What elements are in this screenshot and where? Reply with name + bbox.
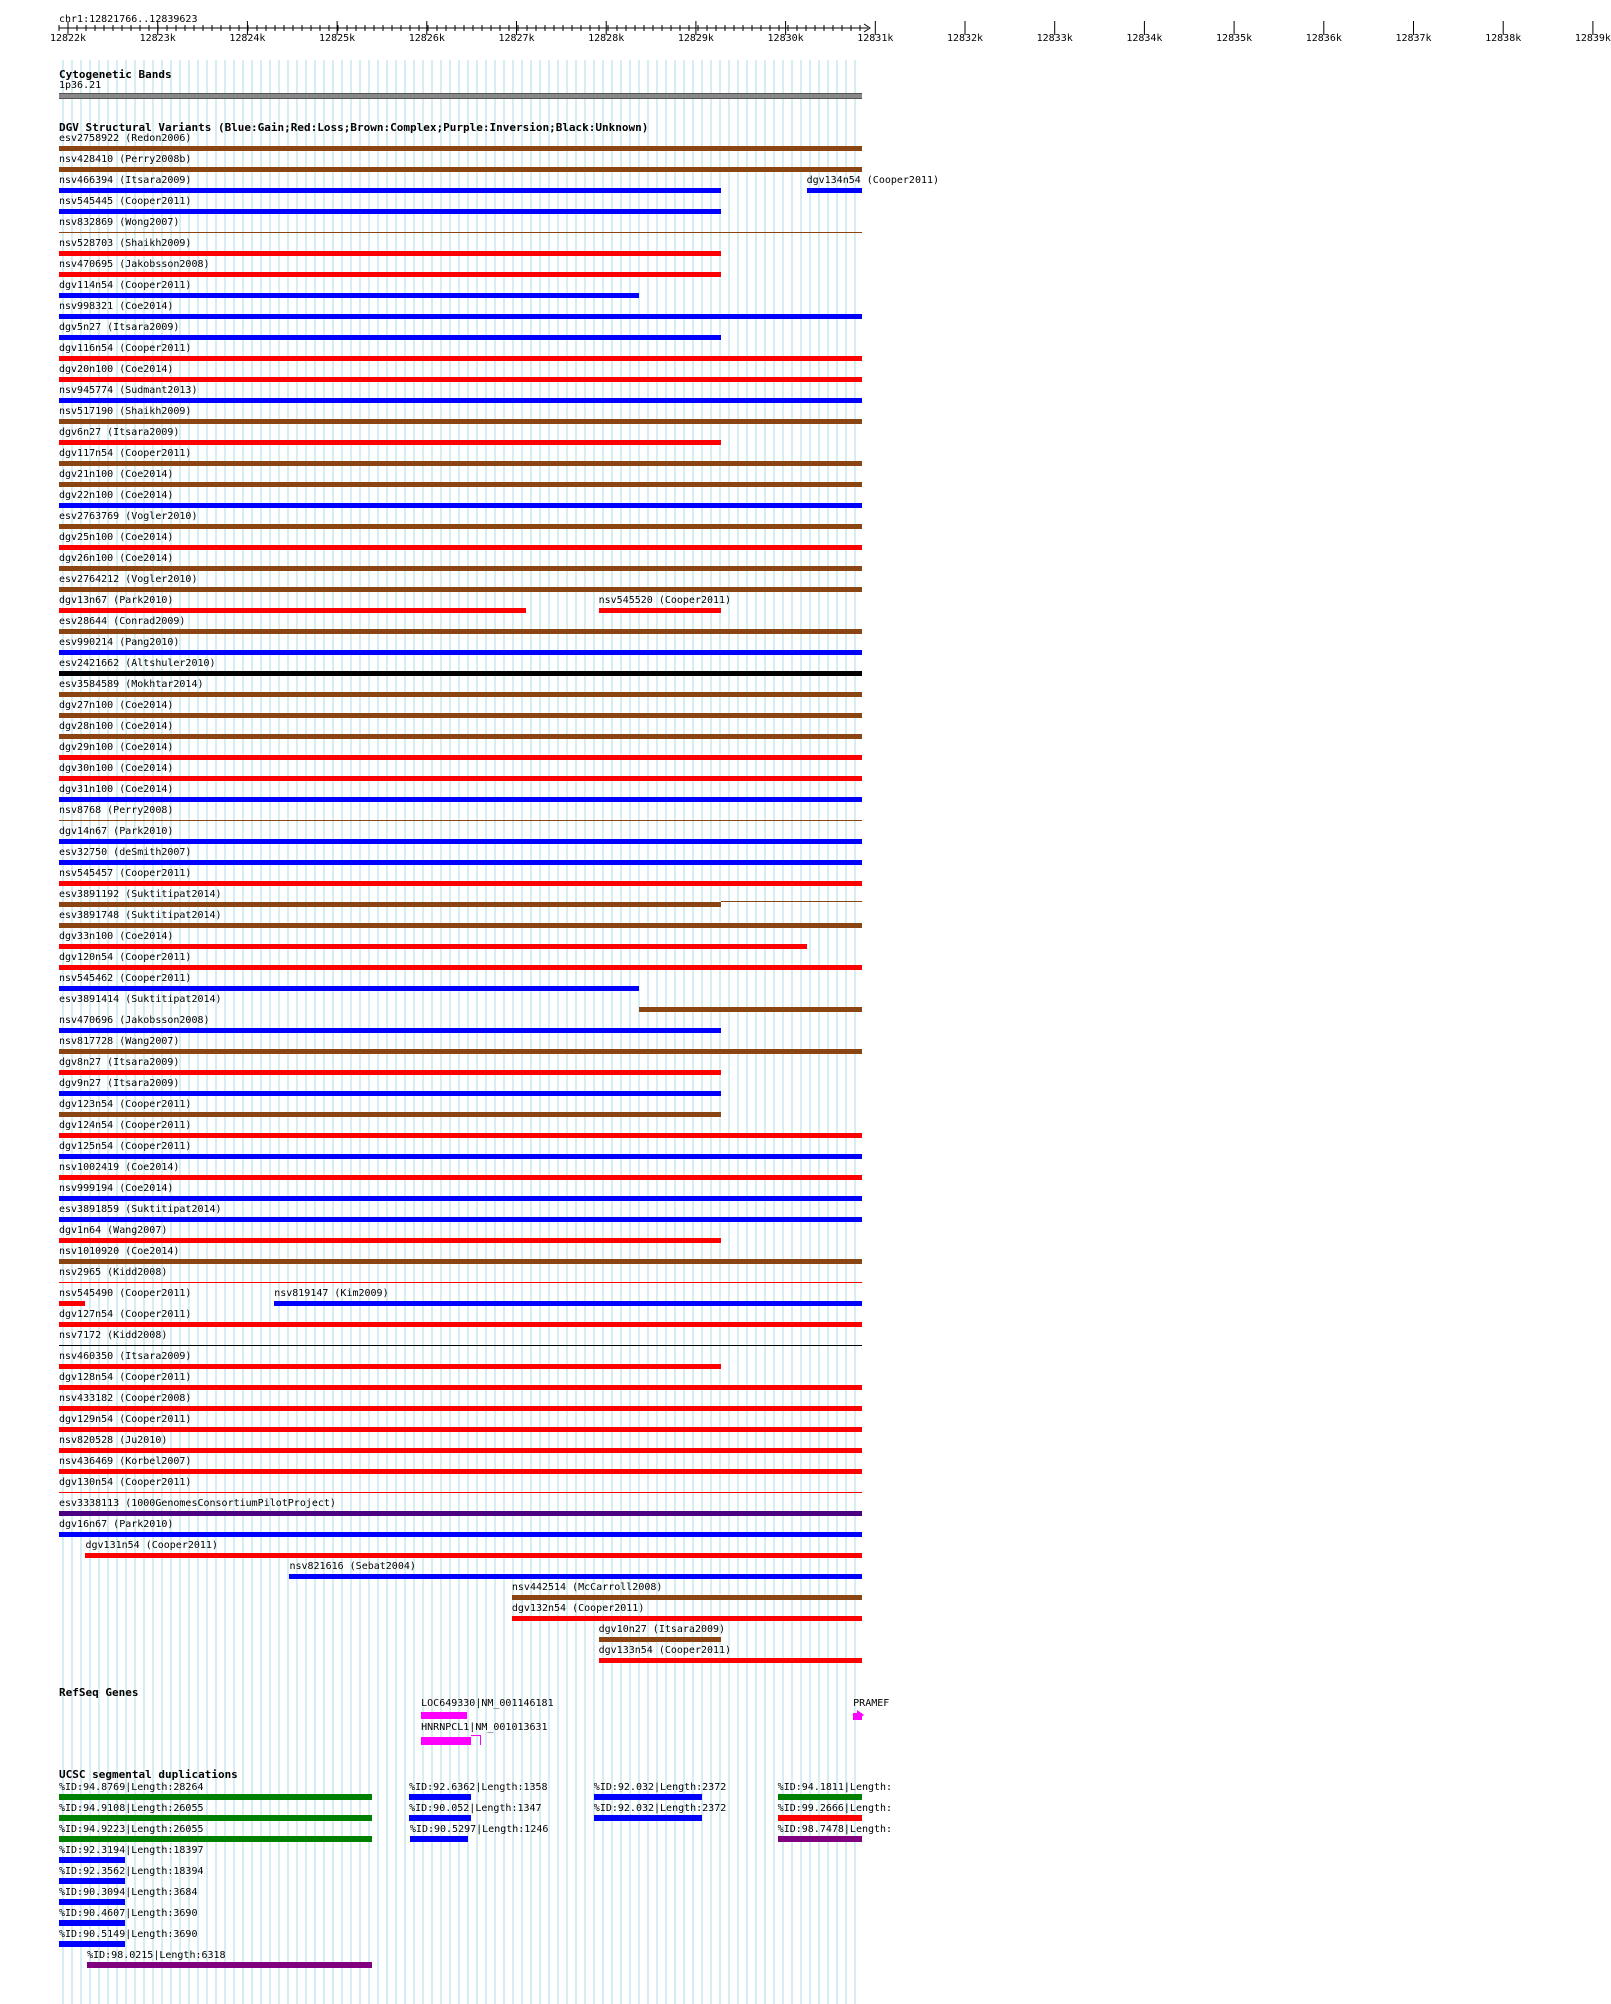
refseq-gene-bar[interactable]: [421, 1712, 467, 1719]
dgv-variant-label: dgv5n27 (Itsara2009): [59, 322, 180, 333]
dgv-variant-bar[interactable]: [59, 482, 862, 487]
dgv-variant-label: nsv2965 (Kidd2008): [59, 1267, 168, 1278]
segdup-label: %ID:90.5149|Length:3690: [59, 1929, 198, 1940]
ruler-tick-label: 12834k: [1126, 33, 1163, 44]
dgv-variant-bar[interactable]: [59, 566, 862, 571]
ruler-tick-label: 12833k: [1036, 33, 1073, 44]
dgv-variant-bar[interactable]: [59, 1364, 721, 1369]
dgv-variant-bar[interactable]: [59, 587, 862, 592]
dgv-variant-bar[interactable]: [59, 734, 862, 739]
dgv-variant-label: dgv8n27 (Itsara2009): [59, 1057, 180, 1068]
dgv-variant-label: dgv33n100 (Coe2014): [59, 931, 174, 942]
ruler-tick-label: 12831k: [857, 33, 894, 44]
dgv-variant-bar[interactable]: [59, 377, 862, 382]
dgv-variant-label: dgv16n67 (Park2010): [59, 1519, 174, 1530]
dgv-variant-label: dgv128n54 (Cooper2011): [59, 1372, 192, 1383]
ruler-tick-label: 12822k: [49, 33, 87, 44]
dgv-variant-label: dgv1n64 (Wang2007): [59, 1225, 168, 1236]
refseq-gene-bar[interactable]: [421, 1737, 471, 1745]
dgv-variant-bar[interactable]: [59, 1028, 721, 1033]
dgv-variant-label: esv28644 (Conrad2009): [59, 616, 186, 627]
segdup-bar[interactable]: [778, 1794, 862, 1800]
dgv-variant-bar[interactable]: [59, 1532, 862, 1537]
dgv-variant-bar[interactable]: [59, 209, 721, 214]
segdup-bar[interactable]: [59, 1857, 125, 1863]
dgv-variant-bar[interactable]: [512, 1595, 862, 1600]
dgv-variant-bar[interactable]: [59, 503, 862, 508]
dgv-variant-bar[interactable]: [274, 1301, 862, 1306]
dgv-variant-label: dgv20n100 (Coe2014): [59, 364, 174, 375]
dgv-variant-label: nsv817728 (Wang2007): [59, 1036, 180, 1047]
dgv-variant-label: dgv25n100 (Coe2014): [59, 532, 174, 543]
dgv-variant-bar[interactable]: [59, 1301, 85, 1306]
dgv-variant-bar[interactable]: [512, 1616, 862, 1621]
segdup-label: %ID:98.7478|Length:: [777, 1824, 893, 1835]
dgv-variant-bar[interactable]: [59, 356, 862, 361]
dgv-variant-label: nsv819147 (Kim2009): [274, 1288, 389, 1299]
dgv-variant-label: dgv116n54 (Cooper2011): [59, 343, 192, 354]
dgv-variant-label: nsv545462 (Cooper2011): [59, 973, 192, 984]
dgv-variant-label: dgv127n54 (Cooper2011): [59, 1309, 192, 1320]
segdup-bar[interactable]: [594, 1794, 702, 1800]
segdup-bar[interactable]: [594, 1815, 702, 1821]
dgv-variant-label: dgv6n27 (Itsara2009): [59, 427, 180, 438]
dgv-variant-bar[interactable]: [59, 1469, 862, 1474]
dgv-variant-label: nsv436469 (Korbel2007): [59, 1456, 192, 1467]
dgv-variant-label: dgv28n100 (Coe2014): [59, 721, 174, 732]
dgv-variant-label: esv2764212 (Vogler2010): [59, 574, 198, 585]
segdup-bar[interactable]: [778, 1836, 862, 1842]
dgv-variant-label: dgv124n54 (Cooper2011): [59, 1120, 192, 1131]
dgv-variant-bar[interactable]: [59, 1259, 862, 1264]
dgv-variant-bar[interactable]: [59, 524, 862, 529]
dgv-variant-bar[interactable]: [59, 251, 721, 256]
dgv-variant-label: dgv9n27 (Itsara2009): [59, 1078, 180, 1089]
dgv-variant-bar[interactable]: [59, 1196, 862, 1201]
dgv-variant-bar[interactable]: [599, 608, 721, 613]
dgv-variant-label: dgv27n100 (Coe2014): [59, 700, 174, 711]
dgv-variant-label: nsv545520 (Cooper2011): [598, 595, 732, 606]
dgv-variant-label: nsv528703 (Shaikh2009): [59, 238, 192, 249]
dgv-variant-bar[interactable]: [59, 1511, 862, 1516]
segdup-bar[interactable]: [59, 1815, 372, 1821]
dgv-variant-label: esv990214 (Pang2010): [59, 637, 180, 648]
dgv-variant-bar[interactable]: [59, 232, 862, 233]
dgv-variant-label: nsv8768 (Perry2008): [59, 805, 174, 816]
ruler-tick-label: 12836k: [1305, 33, 1342, 44]
dgv-variant-bar[interactable]: [59, 1492, 862, 1493]
segdup-label: %ID:92.6362|Length:1358: [409, 1782, 548, 1793]
segdup-bar[interactable]: [410, 1836, 468, 1842]
dgv-variant-bar[interactable]: [59, 1322, 862, 1327]
dgv-track-title: DGV Structural Variants (Blue:Gain;Red:Loss;Brown:Complex;Purple:Inversion;Black:Unknown): [59, 121, 649, 134]
segdup-bar[interactable]: [87, 1962, 372, 1968]
dgv-variant-bar[interactable]: [59, 986, 639, 991]
ruler-overlay: [0, 0, 890, 60]
segdup-label: %ID:90.4607|Length:3690: [59, 1908, 198, 1919]
dgv-variant-bar[interactable]: [59, 820, 862, 821]
dgv-variant-label: dgv14n67 (Park2010): [59, 826, 174, 837]
dgv-variant-bar[interactable]: [59, 419, 862, 424]
dgv-variant-bar[interactable]: [59, 1112, 721, 1117]
dgv-variant-label: esv3584589 (Mokhtar2014): [59, 679, 204, 690]
dgv-variant-label: nsv1010920 (Coe2014): [59, 1246, 180, 1257]
dgv-variant-label: nsv433182 (Cooper2008): [59, 1393, 192, 1404]
segdup-label: %ID:94.1811|Length:: [777, 1782, 893, 1793]
segdup-bar[interactable]: [59, 1836, 372, 1842]
dgv-variant-label: nsv428410 (Perry2008b): [59, 154, 192, 165]
dgv-variant-label: esv2763769 (Vogler2010): [59, 511, 198, 522]
dgv-variant-label: dgv120n54 (Cooper2011): [59, 952, 192, 963]
segdup-bar[interactable]: [59, 1941, 125, 1947]
dgv-variant-bar[interactable]: [807, 188, 862, 193]
dgv-variant-extension[interactable]: [721, 901, 862, 902]
dgv-variant-bar[interactable]: [289, 1574, 862, 1579]
dgv-variant-bar[interactable]: [59, 650, 862, 655]
dgv-variant-bar[interactable]: [59, 461, 862, 466]
dgv-variant-bar[interactable]: [59, 1427, 862, 1432]
dgv-variant-label: esv2421662 (Altshuler2010): [59, 658, 216, 669]
dgv-variant-label: nsv1002419 (Coe2014): [59, 1162, 180, 1173]
dgv-variant-bar[interactable]: [59, 1238, 721, 1243]
dgv-variant-bar[interactable]: [59, 692, 862, 697]
ruler-tick-label: 12839k: [1574, 33, 1611, 44]
dgv-variant-bar[interactable]: [59, 167, 862, 172]
segdup-track-title: UCSC segmental duplications: [59, 1768, 238, 1781]
dgv-variant-bar[interactable]: [59, 965, 862, 970]
segdup-label: %ID:99.2666|Length:: [777, 1803, 893, 1814]
segdup-label: %ID:94.8769|Length:28264: [59, 1782, 204, 1793]
dgv-variant-label: dgv21n100 (Coe2014): [59, 469, 174, 480]
dgv-variant-label: dgv123n54 (Cooper2011): [59, 1099, 192, 1110]
dgv-variant-label: dgv131n54 (Cooper2011): [85, 1540, 218, 1551]
dgv-variant-bar[interactable]: [59, 608, 526, 613]
dgv-variant-bar[interactable]: [59, 755, 862, 760]
dgv-variant-bar[interactable]: [599, 1658, 862, 1663]
ruler-tick-label: 12826k: [408, 33, 445, 44]
dgv-variant-label: dgv22n100 (Coe2014): [59, 490, 174, 501]
segdup-label: %ID:94.9108|Length:26055: [59, 1803, 204, 1814]
dgv-variant-label: esv3338113 (1000GenomesConsortiumPilotProject): [59, 1498, 336, 1509]
gene-strand-icon: [471, 1735, 481, 1745]
segdup-bar[interactable]: [59, 1920, 125, 1926]
ruler-tick-label: 12825k: [319, 33, 356, 44]
dgv-variant-bar[interactable]: [59, 1448, 862, 1453]
segdup-label: %ID:92.032|Length:2372: [593, 1782, 727, 1793]
dgv-variant-label: dgv117n54 (Cooper2011): [59, 448, 192, 459]
ruler-tick-label: 12837k: [1395, 33, 1432, 44]
dgv-variant-label: nsv545490 (Cooper2011): [59, 1288, 192, 1299]
dgv-variant-bar[interactable]: [59, 902, 721, 907]
dgv-variant-bar[interactable]: [599, 1637, 721, 1642]
dgv-variant-bar[interactable]: [85, 1553, 862, 1558]
cytoband-label: 1p36.21: [59, 80, 102, 91]
ruler-tick-label: 12828k: [588, 33, 625, 44]
dgv-variant-bar[interactable]: [59, 671, 862, 676]
ruler-tick-label: 12827k: [498, 33, 535, 44]
dgv-variant-bar[interactable]: [59, 146, 862, 151]
dgv-variant-label: esv3891748 (Suktitipat2014): [59, 910, 222, 921]
dgv-variant-bar[interactable]: [59, 314, 862, 319]
dgv-variant-bar[interactable]: [59, 1133, 862, 1138]
dgv-variant-bar[interactable]: [59, 272, 721, 277]
dgv-variant-bar[interactable]: [59, 398, 862, 403]
dgv-variant-label: nsv945774 (Sudmant2013): [59, 385, 198, 396]
segdup-label: %ID:92.3194|Length:18397: [59, 1845, 204, 1856]
dgv-variant-bar[interactable]: [59, 1406, 862, 1411]
dgv-variant-label: esv2758922 (Redon2006): [59, 133, 192, 144]
dgv-variant-label: dgv133n54 (Cooper2011): [598, 1645, 732, 1656]
dgv-variant-bar[interactable]: [59, 545, 862, 550]
dgv-variant-label: dgv129n54 (Cooper2011): [59, 1414, 192, 1425]
dgv-variant-label: dgv30n100 (Coe2014): [59, 763, 174, 774]
dgv-variant-bar[interactable]: [59, 776, 862, 781]
dgv-variant-label: dgv26n100 (Coe2014): [59, 553, 174, 564]
dgv-variant-bar[interactable]: [59, 1217, 862, 1222]
dgv-variant-label: dgv10n27 (Itsara2009): [598, 1624, 726, 1635]
dgv-variant-label: dgv132n54 (Cooper2011): [511, 1603, 645, 1614]
segdup-bar[interactable]: [59, 1794, 372, 1800]
dgv-variant-label: nsv460350 (Itsara2009): [59, 1351, 192, 1362]
segdup-label: %ID:92.3562|Length:18394: [59, 1866, 204, 1877]
dgv-variant-bar[interactable]: [59, 839, 862, 844]
dgv-variant-label: esv3891859 (Suktitipat2014): [59, 1204, 222, 1215]
segdup-label: %ID:94.9223|Length:26055: [59, 1824, 204, 1835]
ruler-tick-label: 12835k: [1216, 33, 1253, 44]
dgv-variant-bar[interactable]: [59, 335, 721, 340]
segdup-label: %ID:90.3094|Length:3684: [59, 1887, 198, 1898]
dgv-variant-label: nsv466394 (Itsara2009): [59, 175, 192, 186]
dgv-variant-bar[interactable]: [59, 1070, 721, 1075]
dgv-variant-label: dgv130n54 (Cooper2011): [59, 1477, 192, 1488]
segdup-bar[interactable]: [778, 1815, 862, 1821]
dgv-variant-label: dgv29n100 (Coe2014): [59, 742, 174, 753]
cytogenetic-track-title: Cytogenetic Bands: [59, 68, 172, 81]
dgv-variant-bar[interactable]: [639, 1007, 862, 1012]
dgv-variant-bar[interactable]: [59, 923, 862, 928]
dgv-variant-bar[interactable]: [59, 188, 721, 193]
dgv-variant-bar[interactable]: [59, 1282, 862, 1283]
ruler-tick-label: 12824k: [229, 33, 266, 44]
dgv-variant-label: esv3891414 (Suktitipat2014): [59, 994, 222, 1005]
dgv-variant-bar[interactable]: [59, 713, 862, 718]
segdup-bar[interactable]: [59, 1878, 125, 1884]
gene-arrow-icon: [857, 1710, 864, 1720]
dgv-variant-label: dgv13n67 (Park2010): [59, 595, 174, 606]
dgv-variant-bar[interactable]: [59, 1345, 862, 1346]
ruler-tick-label: 12830k: [767, 33, 804, 44]
segdup-label: %ID:90.052|Length:1347: [409, 1803, 542, 1814]
dgv-variant-label: nsv545445 (Cooper2011): [59, 196, 192, 207]
dgv-variant-bar[interactable]: [59, 797, 862, 802]
ruler-tick-label: 12823k: [139, 33, 176, 44]
dgv-variant-bar[interactable]: [59, 860, 862, 865]
refseq-gene-label: LOC649330|NM_001146181: [421, 1698, 554, 1709]
dgv-variant-label: nsv999194 (Coe2014): [59, 1183, 174, 1194]
segdup-label: %ID:92.032|Length:2372: [593, 1803, 727, 1814]
segdup-bar[interactable]: [409, 1815, 471, 1821]
dgv-variant-label: esv3891192 (Suktitipat2014): [59, 889, 222, 900]
dgv-variant-label: dgv134n54 (Cooper2011): [806, 175, 940, 186]
dgv-variant-label: nsv998321 (Coe2014): [59, 301, 174, 312]
dgv-variant-label: nsv820528 (Ju2010): [59, 1435, 168, 1446]
segdup-label: %ID:98.0215|Length:6318: [87, 1950, 226, 1961]
dgv-variant-label: nsv821616 (Sebat2004): [289, 1561, 416, 1572]
refseq-track-title: RefSeq Genes: [59, 1686, 139, 1699]
dgv-variant-bar[interactable]: [59, 881, 862, 886]
dgv-variant-label: nsv470695 (Jakobsson2008): [59, 259, 210, 270]
segdup-label: %ID:90.5297|Length:1246: [409, 1824, 549, 1835]
dgv-variant-label: nsv470696 (Jakobsson2008): [59, 1015, 210, 1026]
dgv-variant-bar[interactable]: [59, 1154, 862, 1159]
dgv-variant-bar[interactable]: [59, 629, 862, 634]
ruler-tick-label: 12838k: [1485, 33, 1522, 44]
dgv-variant-label: dgv114n54 (Cooper2011): [59, 280, 192, 291]
segdup-bar[interactable]: [409, 1794, 471, 1800]
dgv-variant-label: nsv545457 (Cooper2011): [59, 868, 192, 879]
dgv-variant-label: nsv7172 (Kidd2008): [59, 1330, 168, 1341]
dgv-variant-bar[interactable]: [59, 440, 721, 445]
ruler-tick-label: 12832k: [946, 33, 984, 44]
dgv-variant-label: nsv442514 (McCarroll2008): [511, 1582, 663, 1593]
segdup-bar[interactable]: [59, 1899, 125, 1905]
dgv-variant-label: esv32750 (deSmith2007): [59, 847, 192, 858]
dgv-variant-bar[interactable]: [59, 944, 807, 949]
ruler-tick-label: 12829k: [677, 33, 714, 44]
refseq-gene-label: HNRNPCL1|NM_001013631: [421, 1722, 548, 1733]
dgv-variant-label: nsv517190 (Shaikh2009): [59, 406, 192, 417]
ruler-coordinate-label: chr1:12821766..12839623: [59, 14, 198, 25]
dgv-variant-bar[interactable]: [59, 293, 639, 298]
refseq-gene-label: PRAMEF: [853, 1698, 890, 1709]
dgv-variant-label: dgv31n100 (Coe2014): [59, 784, 174, 795]
dgv-variant-label: nsv832869 (Wong2007): [59, 217, 180, 228]
dgv-variant-label: dgv125n54 (Cooper2011): [59, 1141, 192, 1152]
cytoband-bar[interactable]: [59, 93, 862, 99]
dgv-variant-bar[interactable]: [59, 1175, 862, 1180]
dgv-variant-bar[interactable]: [59, 1385, 862, 1390]
dgv-variant-bar[interactable]: [59, 1091, 721, 1096]
dgv-variant-bar[interactable]: [59, 1049, 862, 1054]
